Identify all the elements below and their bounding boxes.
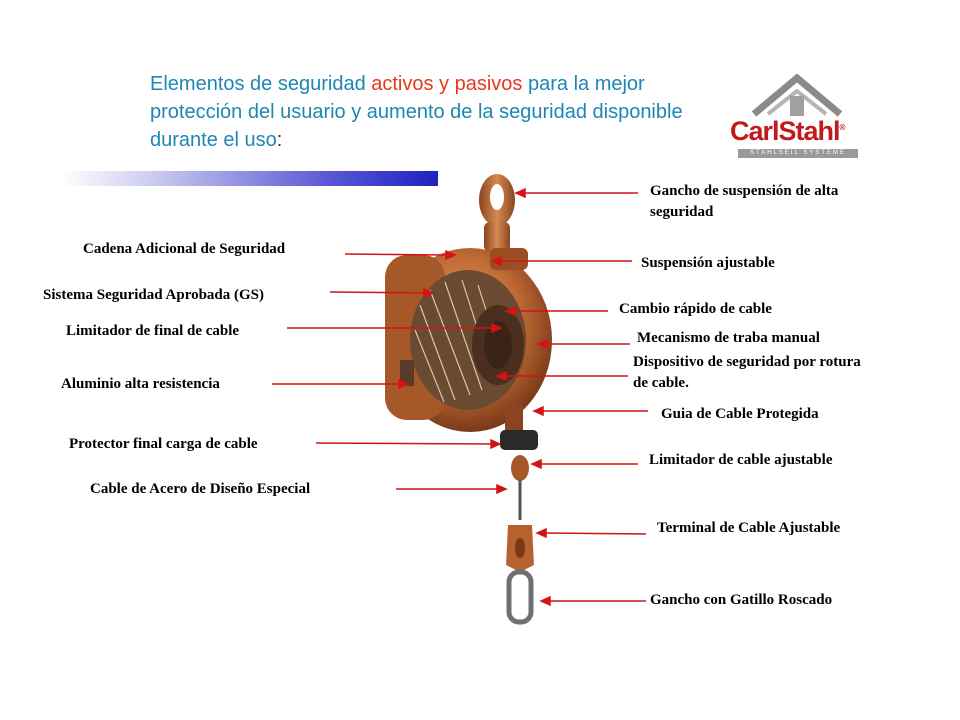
title-colon: : bbox=[276, 129, 283, 151]
label-gancho-gatillo: Gancho con Gatillo Roscado bbox=[650, 592, 833, 608]
logo-subtitle: STAHLSEIL SYSTEME bbox=[738, 149, 858, 158]
label-protector-final: Protector final carga de cable bbox=[69, 436, 258, 452]
cable-assembly bbox=[500, 405, 538, 622]
label-mecanismo-traba: Mecanismo de traba manual bbox=[637, 330, 820, 346]
label-dispositivo-seguridad: Dispositivo de seguridad por rotura de cable. bbox=[633, 354, 861, 391]
title-text-part1: Elementos de seguridad bbox=[150, 73, 372, 95]
logo-wordmark: CarlStahl® bbox=[730, 116, 845, 146]
title-text-part2: para la mejor protección del usuario y aumento de la seguridad disponible durante el uso bbox=[150, 73, 683, 151]
label-cadena-adicional: Cadena Adicional de Seguridad bbox=[83, 241, 286, 257]
hoist-body bbox=[385, 248, 552, 432]
label-cambio-rapido: Cambio rápido de cable bbox=[619, 301, 772, 317]
label-guia-cable: Guia de Cable Protegida bbox=[661, 406, 819, 422]
suspension-hook bbox=[479, 174, 515, 252]
label-limitador-final: Limitador de final de cable bbox=[66, 323, 240, 339]
label-sistema-seguridad: Sistema Seguridad Aprobada (GS) bbox=[43, 287, 265, 303]
label-terminal-cable: Terminal de Cable Ajustable bbox=[657, 520, 841, 536]
label-aluminio: Aluminio alta resistencia bbox=[61, 376, 220, 392]
label-limitador-ajustable: Limitador de cable ajustable bbox=[649, 452, 833, 468]
label-gancho-suspension: Gancho de suspensión de alta seguridad bbox=[650, 183, 839, 220]
label-cable-acero: Cable de Acero de Diseño Especial bbox=[90, 481, 311, 497]
title-accent-text: activos y pasivos bbox=[371, 73, 523, 95]
label-suspension-ajustable: Suspensión ajustable bbox=[641, 255, 775, 271]
